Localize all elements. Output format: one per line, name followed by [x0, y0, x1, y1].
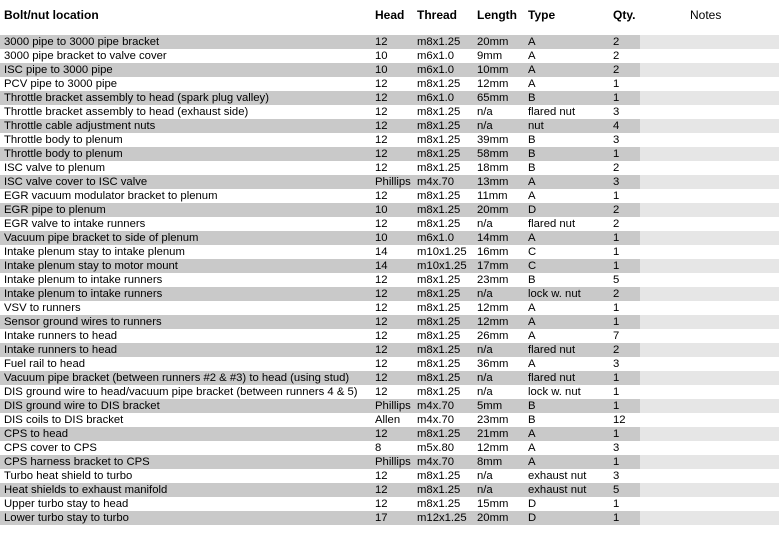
- cell-length: 23mm: [477, 414, 509, 426]
- table-row: [0, 147, 779, 161]
- cell-head: 8: [375, 442, 382, 454]
- cell-notes: [640, 91, 779, 105]
- cell-head: 12: [375, 288, 388, 300]
- cell-length: 12mm: [477, 442, 509, 454]
- cell-thread: m8x1.25: [417, 190, 461, 202]
- cell-type: A: [528, 78, 536, 90]
- table-row: [0, 343, 779, 357]
- table-row: [0, 441, 779, 455]
- cell-head: 12: [375, 344, 388, 356]
- cell-notes: [640, 189, 779, 203]
- header-length: Length: [477, 8, 517, 22]
- table-row: [0, 497, 779, 511]
- cell-qty: 1: [613, 92, 620, 104]
- cell-head: 12: [375, 190, 388, 202]
- cell-notes: [640, 245, 779, 259]
- cell-qty: 1: [613, 246, 620, 258]
- cell-type: A: [528, 358, 536, 370]
- cell-type: C: [528, 260, 537, 272]
- cell-length: 20mm: [477, 512, 509, 524]
- cell-notes: [640, 511, 779, 525]
- table-row: [0, 161, 779, 175]
- cell-notes: [640, 203, 779, 217]
- cell-thread: m8x1.25: [417, 134, 461, 146]
- cell-type: B: [528, 134, 536, 146]
- table-row: [0, 301, 779, 315]
- cell-thread: m8x1.25: [417, 316, 461, 328]
- cell-qty: 12: [613, 414, 626, 426]
- cell-location: EGR valve to intake runners: [4, 218, 146, 230]
- cell-head: Phillips: [375, 400, 411, 412]
- cell-qty: 3: [613, 442, 620, 454]
- cell-length: 13mm: [477, 176, 509, 188]
- cell-location: DIS coils to DIS bracket: [4, 414, 124, 426]
- cell-head: 12: [375, 302, 388, 314]
- cell-location: Intake runners to head: [4, 330, 118, 342]
- cell-type: flared nut: [528, 106, 576, 118]
- cell-thread: m6x1.0: [417, 92, 455, 104]
- table-row: [0, 511, 779, 525]
- cell-location: Intake plenum to intake runners: [4, 274, 163, 286]
- table-row: [0, 315, 779, 329]
- cell-qty: 3: [613, 134, 620, 146]
- cell-location: ISC pipe to 3000 pipe: [4, 64, 113, 76]
- cell-notes: [640, 329, 779, 343]
- cell-head: 10: [375, 232, 388, 244]
- cell-location: Vacuum pipe bracket to side of plenum: [4, 232, 199, 244]
- cell-thread: m6x1.0: [417, 64, 455, 76]
- cell-type: flared nut: [528, 372, 576, 384]
- cell-type: lock w. nut: [528, 386, 581, 398]
- cell-head: 12: [375, 148, 388, 160]
- cell-length: n/a: [477, 288, 493, 300]
- cell-notes: [640, 483, 779, 497]
- cell-head: 12: [375, 386, 388, 398]
- header-notes: Notes: [690, 8, 722, 22]
- table-row: [0, 35, 779, 49]
- cell-qty: 3: [613, 358, 620, 370]
- cell-type: A: [528, 316, 536, 328]
- cell-length: 12mm: [477, 78, 509, 90]
- cell-length: 11mm: [477, 190, 508, 202]
- cell-thread: m8x1.25: [417, 148, 461, 160]
- cell-qty: 2: [613, 64, 620, 76]
- cell-thread: m8x1.25: [417, 498, 461, 510]
- cell-length: 36mm: [477, 358, 509, 370]
- cell-length: n/a: [477, 470, 493, 482]
- table-row: [0, 231, 779, 245]
- cell-location: Sensor ground wires to runners: [4, 316, 162, 328]
- cell-qty: 2: [613, 218, 620, 230]
- cell-head: 10: [375, 204, 388, 216]
- cell-notes: [640, 273, 779, 287]
- cell-location: EGR vacuum modulator bracket to plenum: [4, 190, 218, 202]
- cell-thread: m5x.80: [417, 442, 455, 454]
- table-row: [0, 245, 779, 259]
- cell-location: Heat shields to exhaust manifold: [4, 484, 168, 496]
- cell-thread: m8x1.25: [417, 36, 461, 48]
- cell-type: D: [528, 498, 537, 510]
- cell-qty: 1: [613, 190, 620, 202]
- header-thread: Thread: [417, 8, 458, 22]
- cell-notes: [640, 399, 779, 413]
- cell-location: VSV to runners: [4, 302, 81, 314]
- table-row: [0, 91, 779, 105]
- cell-thread: m8x1.25: [417, 218, 461, 230]
- cell-length: 15mm: [477, 498, 509, 510]
- table-row: [0, 175, 779, 189]
- cell-qty: 1: [613, 260, 620, 272]
- cell-head: 10: [375, 50, 388, 62]
- cell-head: 12: [375, 134, 388, 146]
- cell-qty: 1: [613, 386, 620, 398]
- cell-head: 12: [375, 316, 388, 328]
- cell-location: Throttle bracket assembly to head (spark plug valley): [4, 92, 269, 104]
- cell-type: B: [528, 274, 536, 286]
- cell-length: n/a: [477, 218, 493, 230]
- cell-length: 65mm: [477, 92, 509, 104]
- table-row: [0, 357, 779, 371]
- table-row: [0, 77, 779, 91]
- cell-head: Phillips: [375, 456, 411, 468]
- cell-qty: 2: [613, 50, 620, 62]
- cell-notes: [640, 385, 779, 399]
- cell-notes: [640, 455, 779, 469]
- cell-type: nut: [528, 120, 544, 132]
- cell-head: 12: [375, 358, 388, 370]
- cell-type: B: [528, 400, 536, 412]
- cell-notes: [640, 259, 779, 273]
- cell-thread: m8x1.25: [417, 372, 461, 384]
- cell-thread: m8x1.25: [417, 344, 461, 356]
- cell-qty: 2: [613, 344, 620, 356]
- cell-notes: [640, 63, 779, 77]
- cell-length: 18mm: [477, 162, 509, 174]
- cell-type: A: [528, 36, 536, 48]
- cell-location: Intake runners to head: [4, 344, 118, 356]
- table-row: [0, 189, 779, 203]
- cell-type: D: [528, 512, 537, 524]
- cell-qty: 1: [613, 456, 620, 468]
- cell-thread: m8x1.25: [417, 204, 461, 216]
- cell-head: 12: [375, 120, 388, 132]
- cell-length: 23mm: [477, 274, 509, 286]
- cell-thread: m8x1.25: [417, 484, 461, 496]
- cell-notes: [640, 371, 779, 385]
- cell-qty: 1: [613, 512, 620, 524]
- cell-location: Turbo heat shield to turbo: [4, 470, 133, 482]
- cell-head: 14: [375, 246, 388, 258]
- cell-length: 16mm: [477, 246, 509, 258]
- cell-qty: 4: [613, 120, 620, 132]
- table-row: [0, 119, 779, 133]
- cell-location: ISC valve cover to ISC valve: [4, 176, 148, 188]
- cell-length: 9mm: [477, 50, 503, 62]
- cell-length: 12mm: [477, 302, 509, 314]
- cell-thread: m8x1.25: [417, 386, 461, 398]
- cell-length: 10mm: [477, 64, 509, 76]
- cell-type: flared nut: [528, 218, 576, 230]
- table-row: [0, 371, 779, 385]
- cell-location: CPS harness bracket to CPS: [4, 456, 150, 468]
- cell-location: DIS ground wire to head/vacuum pipe bracket (between runners 4 & 5): [4, 386, 358, 398]
- cell-notes: [640, 105, 779, 119]
- cell-thread: m8x1.25: [417, 162, 461, 174]
- cell-head: 12: [375, 162, 388, 174]
- cell-notes: [640, 287, 779, 301]
- cell-type: B: [528, 162, 536, 174]
- cell-length: n/a: [477, 344, 493, 356]
- table-row: [0, 385, 779, 399]
- cell-qty: 3: [613, 176, 620, 188]
- cell-notes: [640, 357, 779, 371]
- cell-length: 26mm: [477, 330, 509, 342]
- cell-head: 12: [375, 498, 388, 510]
- cell-notes: [640, 77, 779, 91]
- cell-length: 14mm: [477, 232, 509, 244]
- cell-thread: m12x1.25: [417, 512, 467, 524]
- header-location: Bolt/nut location: [4, 8, 99, 22]
- cell-qty: 1: [613, 232, 620, 244]
- cell-length: 5mm: [477, 400, 503, 412]
- header-qty: Qty.: [613, 8, 636, 22]
- cell-head: Allen: [375, 414, 401, 426]
- cell-qty: 1: [613, 78, 620, 90]
- cell-thread: m8x1.25: [417, 470, 461, 482]
- cell-thread: m4x.70: [417, 456, 455, 468]
- cell-head: 12: [375, 330, 388, 342]
- cell-location: Throttle bracket assembly to head (exhaust side): [4, 106, 249, 118]
- cell-length: n/a: [477, 386, 493, 398]
- cell-notes: [640, 161, 779, 175]
- cell-type: D: [528, 204, 537, 216]
- cell-thread: m8x1.25: [417, 358, 461, 370]
- cell-notes: [640, 497, 779, 511]
- cell-notes: [640, 217, 779, 231]
- table-body: [0, 35, 779, 525]
- cell-type: A: [528, 190, 536, 202]
- cell-notes: [640, 133, 779, 147]
- cell-location: Lower turbo stay to turbo: [4, 512, 129, 524]
- cell-qty: 5: [613, 484, 620, 496]
- cell-type: A: [528, 428, 536, 440]
- cell-length: 8mm: [477, 456, 503, 468]
- cell-location: Vacuum pipe bracket (between runners #2 & #3) to head (using stud): [4, 372, 350, 384]
- cell-head: 12: [375, 92, 388, 104]
- cell-notes: [640, 35, 779, 49]
- cell-length: 58mm: [477, 148, 509, 160]
- table-header: [0, 0, 779, 34]
- cell-type: flared nut: [528, 344, 576, 356]
- cell-thread: m4x.70: [417, 176, 455, 188]
- cell-thread: m4x.70: [417, 414, 455, 426]
- cell-qty: 7: [613, 330, 620, 342]
- table-row: [0, 105, 779, 119]
- cell-head: 12: [375, 428, 388, 440]
- cell-type: A: [528, 64, 536, 76]
- cell-qty: 2: [613, 204, 620, 216]
- cell-type: A: [528, 456, 536, 468]
- cell-head: 12: [375, 484, 388, 496]
- cell-location: Intake plenum to intake runners: [4, 288, 163, 300]
- cell-head: 12: [375, 372, 388, 384]
- cell-head: 12: [375, 218, 388, 230]
- cell-head: 14: [375, 260, 388, 272]
- cell-thread: m6x1.0: [417, 50, 455, 62]
- cell-location: Intake plenum stay to intake plenum: [4, 246, 185, 258]
- cell-head: 10: [375, 64, 388, 76]
- table-row: [0, 49, 779, 63]
- cell-thread: m8x1.25: [417, 78, 461, 90]
- cell-type: A: [528, 302, 536, 314]
- cell-thread: m8x1.25: [417, 330, 461, 342]
- table-row: [0, 483, 779, 497]
- cell-length: 12mm: [477, 316, 509, 328]
- table-row: [0, 133, 779, 147]
- table-row: [0, 273, 779, 287]
- cell-notes: [640, 441, 779, 455]
- cell-thread: m8x1.25: [417, 274, 461, 286]
- cell-qty: 1: [613, 498, 620, 510]
- cell-type: A: [528, 50, 536, 62]
- cell-type: A: [528, 330, 536, 342]
- cell-thread: m8x1.25: [417, 288, 461, 300]
- cell-type: B: [528, 92, 536, 104]
- table-row: [0, 287, 779, 301]
- cell-qty: 1: [613, 400, 620, 412]
- cell-location: EGR pipe to plenum: [4, 204, 106, 216]
- cell-location: PCV pipe to 3000 pipe: [4, 78, 118, 90]
- cell-location: CPS to head: [4, 428, 69, 440]
- cell-type: A: [528, 232, 536, 244]
- cell-head: Phillips: [375, 176, 411, 188]
- cell-qty: 1: [613, 316, 620, 328]
- cell-qty: 2: [613, 288, 620, 300]
- cell-length: n/a: [477, 120, 493, 132]
- cell-location: ISC valve to plenum: [4, 162, 106, 174]
- table-row: [0, 427, 779, 441]
- table-row: [0, 259, 779, 273]
- cell-location: DIS ground wire to DIS bracket: [4, 400, 160, 412]
- table-row: [0, 63, 779, 77]
- table-row: [0, 455, 779, 469]
- cell-notes: [640, 413, 779, 427]
- cell-length: n/a: [477, 484, 493, 496]
- cell-thread: m8x1.25: [417, 302, 461, 314]
- cell-thread: m8x1.25: [417, 120, 461, 132]
- cell-location: Intake plenum stay to motor mount: [4, 260, 178, 272]
- cell-type: A: [528, 176, 536, 188]
- cell-qty: 5: [613, 274, 620, 286]
- cell-length: 20mm: [477, 204, 509, 216]
- cell-type: C: [528, 246, 537, 258]
- cell-notes: [640, 119, 779, 133]
- cell-thread: m8x1.25: [417, 428, 461, 440]
- table-row: [0, 399, 779, 413]
- cell-thread: m6x1.0: [417, 232, 455, 244]
- cell-qty: 3: [613, 470, 620, 482]
- cell-notes: [640, 469, 779, 483]
- cell-notes: [640, 315, 779, 329]
- cell-location: 3000 pipe bracket to valve cover: [4, 50, 167, 62]
- cell-type: B: [528, 414, 536, 426]
- cell-location: CPS cover to CPS: [4, 442, 97, 454]
- cell-type: B: [528, 148, 536, 160]
- table-row: [0, 469, 779, 483]
- table-row: [0, 413, 779, 427]
- cell-notes: [640, 301, 779, 315]
- cell-qty: 1: [613, 302, 620, 314]
- cell-location: Throttle body to plenum: [4, 148, 123, 160]
- table-row: [0, 203, 779, 217]
- table-row: [0, 217, 779, 231]
- cell-head: 12: [375, 470, 388, 482]
- cell-qty: 1: [613, 372, 620, 384]
- cell-notes: [640, 231, 779, 245]
- cell-location: Fuel rail to head: [4, 358, 86, 370]
- cell-length: 39mm: [477, 134, 509, 146]
- cell-location: Throttle cable adjustment nuts: [4, 120, 156, 132]
- table-row: [0, 329, 779, 343]
- header-head: Head: [375, 8, 405, 22]
- cell-head: 12: [375, 274, 388, 286]
- cell-thread: m10x1.25: [417, 246, 467, 258]
- cell-notes: [640, 49, 779, 63]
- header-type: Type: [528, 8, 556, 22]
- cell-head: 12: [375, 78, 388, 90]
- cell-thread: m8x1.25: [417, 106, 461, 118]
- cell-notes: [640, 175, 779, 189]
- cell-qty: 2: [613, 36, 620, 48]
- cell-thread: m10x1.25: [417, 260, 467, 272]
- cell-length: n/a: [477, 106, 493, 118]
- cell-notes: [640, 147, 779, 161]
- cell-type: A: [528, 442, 536, 454]
- cell-type: exhaust nut: [528, 484, 587, 496]
- cell-thread: m4x.70: [417, 400, 455, 412]
- cell-location: 3000 pipe to 3000 pipe bracket: [4, 36, 160, 48]
- cell-notes: [640, 427, 779, 441]
- cell-notes: [640, 343, 779, 357]
- cell-location: Throttle body to plenum: [4, 134, 123, 146]
- cell-head: 12: [375, 106, 388, 118]
- cell-qty: 2: [613, 162, 620, 174]
- cell-qty: 3: [613, 106, 620, 118]
- cell-qty: 1: [613, 148, 620, 160]
- cell-length: 20mm: [477, 36, 509, 48]
- cell-length: n/a: [477, 372, 493, 384]
- cell-head: 12: [375, 36, 388, 48]
- cell-type: lock w. nut: [528, 288, 581, 300]
- cell-head: 17: [375, 512, 388, 524]
- cell-length: 17mm: [477, 260, 509, 272]
- cell-type: exhaust nut: [528, 470, 587, 482]
- cell-length: 21mm: [477, 428, 509, 440]
- cell-location: Upper turbo stay to head: [4, 498, 129, 510]
- cell-qty: 1: [613, 428, 620, 440]
